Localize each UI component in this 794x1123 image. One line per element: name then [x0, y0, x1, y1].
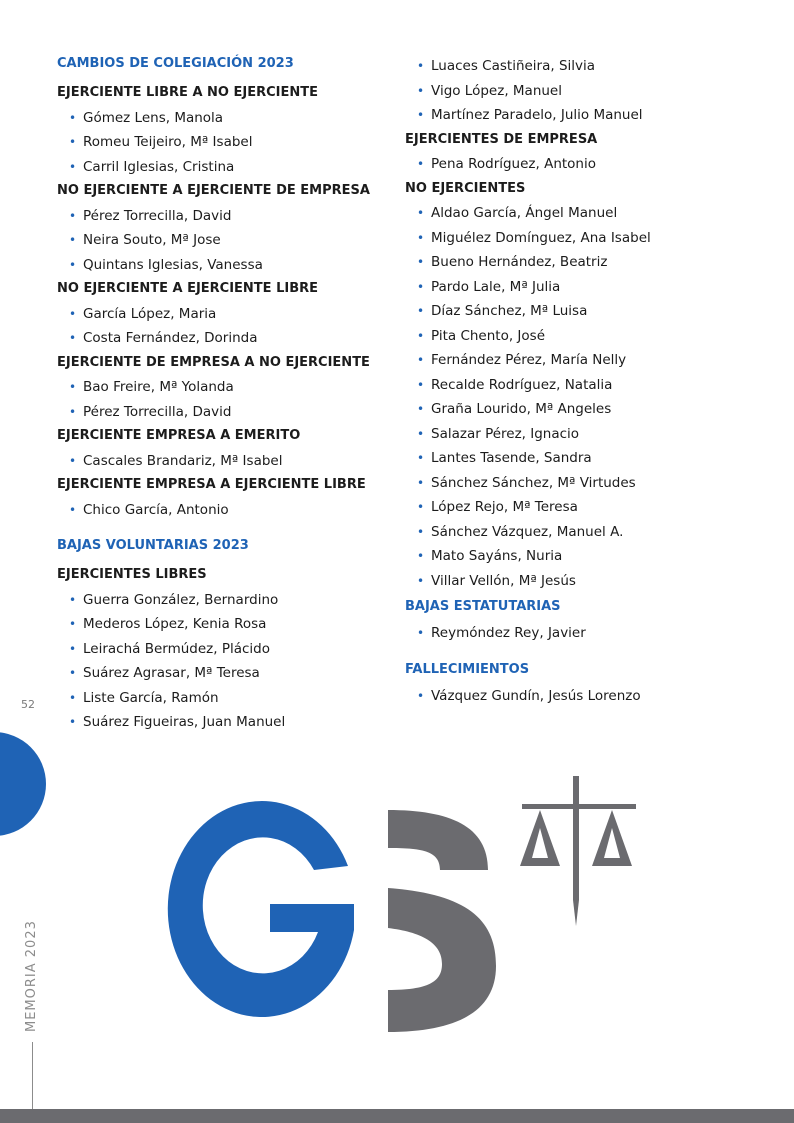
- list-item-name: Vigo López, Manuel: [431, 82, 562, 99]
- bullet-dot-icon: •: [69, 617, 77, 631]
- bullet-dot-icon: •: [417, 230, 425, 245]
- logo-letter-s: [388, 810, 496, 1032]
- group-title: EJERCIENTE DE EMPRESA A NO EJERCIENTE: [57, 354, 370, 370]
- bullet-dot-icon: •: [69, 690, 77, 705]
- bottom-bar: [0, 1109, 794, 1123]
- bajas-groups: [57, 563, 397, 735]
- list-item-name: López Rejo, Mª Teresa: [431, 499, 578, 515]
- list-item: [405, 569, 785, 594]
- group-title: NO EJERCIENTES: [405, 180, 526, 196]
- bullet-dot-icon: •: [417, 475, 425, 490]
- list-item-name: Díaz Sánchez, Mª Luisa: [431, 303, 588, 319]
- bullet-dot-icon: •: [69, 453, 77, 468]
- list-item: [405, 324, 785, 349]
- bullet-dot-icon: •: [417, 279, 425, 294]
- list-item: [405, 152, 785, 177]
- list-item: [405, 495, 785, 520]
- list-item-name: Cascales Brandariz, Mª Isabel: [83, 452, 283, 469]
- list-item-name: Martínez Paradelo, Julio Manuel: [431, 107, 643, 123]
- list-item: [57, 253, 397, 278]
- bajas-estatutarias-list: [405, 621, 785, 646]
- list-item-name: Lantes Tasende, Sandra: [431, 450, 592, 466]
- bullet-dot-icon: •: [69, 257, 77, 272]
- bullet-dot-icon: •: [417, 59, 425, 73]
- list-item-name: Aldao García, Ángel Manuel: [431, 205, 618, 221]
- bullet-dot-icon: •: [69, 135, 77, 149]
- list-item: [57, 710, 397, 735]
- bullet-dot-icon: •: [417, 688, 425, 703]
- bullet-dot-icon: •: [69, 380, 77, 394]
- list-item: [57, 302, 397, 327]
- continued-name-list: [405, 54, 785, 128]
- list-item-name: Leirachá Bermúdez, Plácido: [83, 640, 271, 657]
- bullet-dot-icon: •: [417, 524, 425, 539]
- group-title: EJERCIENTES LIBRES: [57, 567, 207, 582]
- memoria-side-label: MEMORIA 2023: [24, 920, 39, 1032]
- list-item: [405, 226, 785, 251]
- list-item: [57, 106, 397, 131]
- fallecimientos-list: [405, 684, 785, 709]
- list-item-name: Carril Iglesias, Cristina: [83, 158, 235, 175]
- list-item-name: García López, Maria: [83, 305, 217, 322]
- list-item: [405, 250, 785, 275]
- bullet-dot-icon: •: [69, 502, 77, 517]
- list-item: [57, 204, 397, 229]
- group-title: EJERCIENTES DE EMPRESA: [405, 131, 598, 147]
- section-title-bajas-estatutarias: BAJAS ESTATUTARIAS: [405, 599, 561, 614]
- bullet-dot-icon: •: [69, 641, 77, 656]
- list-item-name: Miguélez Domínguez, Ana Isabel: [431, 229, 651, 246]
- list-item: [405, 79, 785, 104]
- list-item-name: Reymóndez Rey, Javier: [431, 625, 586, 641]
- cambios-groups: [57, 81, 397, 522]
- side-divider-line: [32, 1042, 33, 1110]
- list-item-name: Costa Fernández, Dorinda: [83, 330, 258, 346]
- list-item: [405, 373, 785, 398]
- list-item: [57, 228, 397, 253]
- list-item: [405, 397, 785, 422]
- list-item: [57, 155, 397, 180]
- list-item-name: Pena Rodríguez, Antonio: [431, 156, 596, 172]
- group-title: EJERCIENTE EMPRESA A EMERITO: [57, 428, 301, 443]
- list-item-name: Salazar Pérez, Ignacio: [431, 425, 580, 442]
- bullet-dot-icon: •: [69, 404, 77, 419]
- list-item-name: Liste García, Ramón: [83, 689, 219, 706]
- list-item-name: Sánchez Vázquez, Manuel A.: [431, 523, 624, 540]
- list-item: [57, 130, 397, 155]
- bullet-dot-icon: •: [417, 353, 425, 367]
- bullet-dot-icon: •: [69, 306, 77, 321]
- list-item-name: Graña Lourido, Mª Angeles: [431, 401, 612, 417]
- list-item: [405, 446, 785, 471]
- bullet-dot-icon: •: [417, 157, 425, 171]
- list-item: [57, 612, 397, 637]
- right-column: [405, 54, 785, 708]
- section-title-bajas-voluntarias: BAJAS VOLUNTARIAS 2023: [57, 538, 249, 553]
- bullet-dot-icon: •: [417, 328, 425, 343]
- list-item: [57, 400, 397, 425]
- bullet-dot-icon: •: [69, 666, 77, 680]
- list-item-name: Chico García, Antonio: [83, 501, 229, 518]
- bullet-dot-icon: •: [417, 304, 425, 318]
- list-item-name: Sánchez Sánchez, Mª Virtudes: [431, 474, 636, 491]
- list-item-name: Neira Souto, Mª Jose: [83, 232, 221, 248]
- bullet-dot-icon: •: [417, 377, 425, 392]
- list-item-name: Pérez Torrecilla, David: [83, 207, 232, 224]
- page-number: 52: [21, 698, 35, 711]
- list-item-name: Villar Vellón, Mª Jesús: [431, 572, 576, 589]
- list-item-name: Bueno Hernández, Beatriz: [431, 254, 608, 270]
- group-title: EJERCIENTE EMPRESA A EJERCIENTE LIBRE: [57, 477, 366, 492]
- group-title: EJERCIENTE LIBRE A NO EJERCIENTE: [57, 85, 319, 100]
- list-item: [405, 621, 785, 646]
- group-title: NO EJERCIENTE A EJERCIENTE DE EMPRESA: [57, 183, 370, 198]
- bullet-dot-icon: •: [417, 83, 425, 98]
- list-item: [405, 520, 785, 545]
- list-item: [405, 471, 785, 496]
- list-item: [57, 449, 397, 474]
- list-item-name: Mederos López, Kenia Rosa: [83, 616, 267, 632]
- list-item-name: Gómez Lens, Manola: [83, 109, 224, 126]
- list-item: [57, 588, 397, 613]
- list-item: [57, 498, 397, 523]
- bullet-dot-icon: •: [69, 715, 77, 729]
- list-item: [57, 326, 397, 351]
- right-groups: [405, 128, 785, 594]
- list-item-name: Pardo Lale, Mª Julia: [431, 278, 561, 295]
- bullet-dot-icon: •: [417, 426, 425, 441]
- bullet-dot-icon: •: [69, 208, 77, 223]
- bullet-dot-icon: •: [417, 451, 425, 465]
- list-item-name: Pita Chento, José: [431, 327, 546, 344]
- list-item-name: Suárez Figueiras, Juan Manuel: [83, 714, 286, 730]
- section-title-fallecimientos: FALLECIMIENTOS: [405, 661, 530, 677]
- list-item: [405, 299, 785, 324]
- bullet-dot-icon: •: [417, 255, 425, 269]
- group-title: NO EJERCIENTE A EJERCIENTE LIBRE: [57, 281, 319, 296]
- bullet-dot-icon: •: [417, 626, 425, 640]
- list-item-name: Romeu Teijeiro, Mª Isabel: [83, 134, 253, 150]
- bullet-dot-icon: •: [69, 592, 77, 607]
- list-item: [405, 684, 785, 709]
- decorative-blue-circle: [0, 732, 46, 836]
- bullet-dot-icon: •: [417, 206, 425, 220]
- bullet-dot-icon: •: [417, 573, 425, 588]
- left-column: [57, 54, 397, 735]
- bullet-dot-icon: •: [417, 500, 425, 514]
- bullet-dot-icon: •: [69, 159, 77, 174]
- list-item: [405, 544, 785, 569]
- list-item-name: Quintans Iglesias, Vanessa: [83, 256, 263, 273]
- list-item-name: Mato Sayáns, Nuria: [431, 548, 563, 564]
- list-item-name: Luaces Castiñeira, Silvia: [431, 58, 596, 74]
- list-item-name: Guerra González, Bernardino: [83, 591, 279, 608]
- bullet-dot-icon: •: [417, 402, 425, 416]
- bullet-dot-icon: •: [417, 549, 425, 563]
- list-item: [405, 201, 785, 226]
- gs-logo-with-scales-icon: [150, 770, 650, 1040]
- list-item-name: Suárez Agrasar, Mª Teresa: [83, 665, 260, 681]
- list-item: [57, 661, 397, 686]
- list-item-name: Bao Freire, Mª Yolanda: [83, 379, 234, 395]
- list-item-name: Pérez Torrecilla, David: [83, 403, 232, 420]
- list-item: [405, 275, 785, 300]
- list-item: [57, 686, 397, 711]
- list-item: [405, 348, 785, 373]
- list-item: [57, 375, 397, 400]
- list-item: [405, 422, 785, 447]
- section-title-cambios: CAMBIOS DE COLEGIACIÓN 2023: [57, 56, 294, 71]
- bullet-dot-icon: •: [69, 110, 77, 125]
- list-item: [405, 54, 785, 79]
- list-item-name: Fernández Pérez, María Nelly: [431, 352, 627, 368]
- list-item-name: Vázquez Gundín, Jesús Lorenzo: [431, 687, 641, 704]
- bullet-dot-icon: •: [417, 108, 425, 122]
- logo-letter-g: [168, 801, 354, 1017]
- bullet-dot-icon: •: [69, 233, 77, 247]
- list-item: [405, 103, 785, 128]
- logo-scales: [520, 776, 636, 926]
- list-item-name: Recalde Rodríguez, Natalia: [431, 376, 613, 393]
- bullet-dot-icon: •: [69, 331, 77, 345]
- list-item: [57, 637, 397, 662]
